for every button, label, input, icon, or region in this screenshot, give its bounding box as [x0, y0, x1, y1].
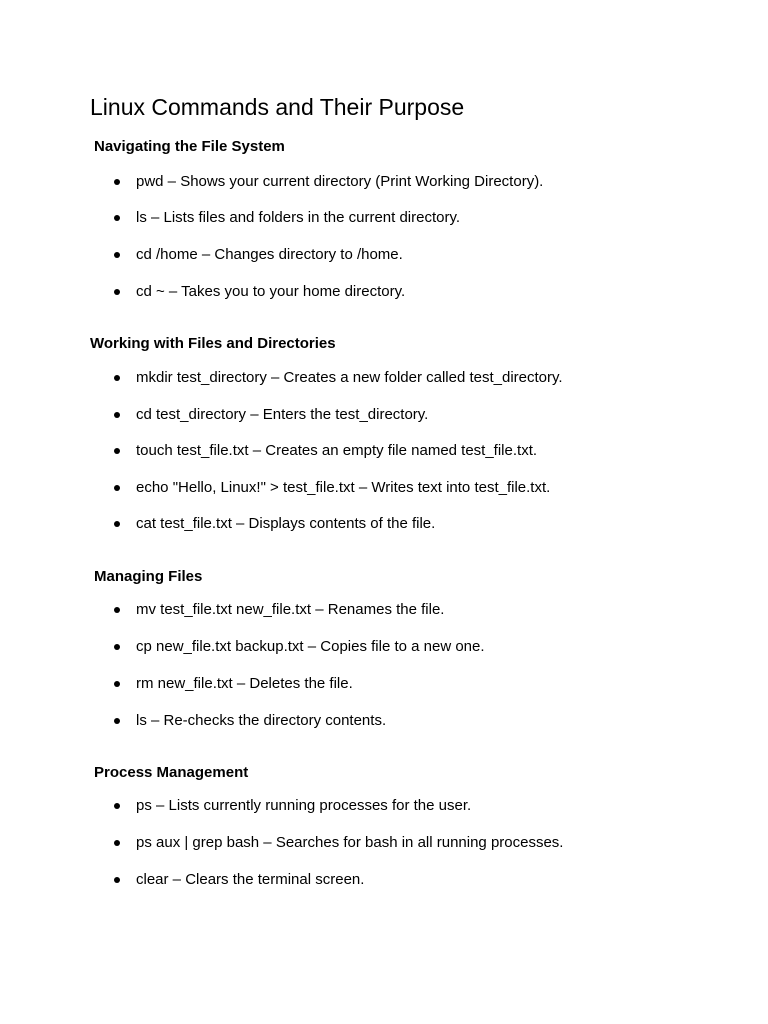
list-item-text: cat test_file.txt – Displays contents of the file.: [136, 515, 436, 532]
list-item-text: ls – Lists files and folders in the current directory.: [136, 209, 461, 226]
section-heading-navigating: Navigating the File System: [94, 138, 285, 155]
bullet-icon: [114, 289, 120, 295]
bullet-icon: [114, 448, 120, 454]
list-item-text: ps – Lists currently running processes for the user.: [136, 797, 472, 814]
document-title: Linux Commands and Their Purpose: [90, 94, 465, 120]
list-item-text: echo "Hello, Linux!" > test_file.txt – Writes text into test_file.txt.: [136, 479, 551, 496]
list-item-text: ls – Re-checks the directory contents.: [136, 712, 387, 729]
list-item-text: mv test_file.txt new_file.txt – Renames the file.: [136, 601, 445, 618]
bullet-icon: [114, 485, 120, 491]
list-item-text: touch test_file.txt – Creates an empty file named test_file.txt.: [136, 442, 538, 459]
list-item-text: cd test_directory – Enters the test_directory.: [136, 406, 429, 423]
bullet-icon: [114, 681, 120, 687]
list-item-text: rm new_file.txt – Deletes the file.: [136, 675, 353, 692]
bullet-icon: [114, 803, 120, 809]
list-item-text: clear – Clears the terminal screen.: [136, 871, 365, 888]
list-item-text: mkdir test_directory – Creates a new folder called test_directory.: [136, 369, 563, 386]
bullet-icon: [114, 375, 120, 381]
bullet-icon: [114, 412, 120, 418]
bullet-icon: [114, 718, 120, 724]
bullet-icon: [114, 179, 120, 185]
list-item-text: cp new_file.txt backup.txt – Copies file to a new one.: [136, 638, 485, 655]
section-heading-managing-files: Managing Files: [94, 568, 203, 585]
list-item-text: ps aux | grep bash – Searches for bash in all running processes.: [136, 834, 564, 851]
bullet-icon: [114, 521, 120, 527]
bullet-icon: [114, 215, 120, 221]
list-item-text: cd /home – Changes directory to /home.: [136, 246, 403, 263]
bullet-icon: [114, 644, 120, 650]
bullet-icon: [114, 607, 120, 613]
list-item-text: cd ~ – Takes you to your home directory.: [136, 283, 406, 300]
bullet-icon: [114, 252, 120, 258]
list-item-text: pwd – Shows your current directory (Print Working Directory).: [136, 173, 544, 190]
bullet-icon: [114, 877, 120, 883]
section-heading-working-with-files: Working with Files and Directories: [90, 335, 336, 352]
bullet-icon: [114, 840, 120, 846]
section-heading-process-management: Process Management: [94, 764, 249, 781]
